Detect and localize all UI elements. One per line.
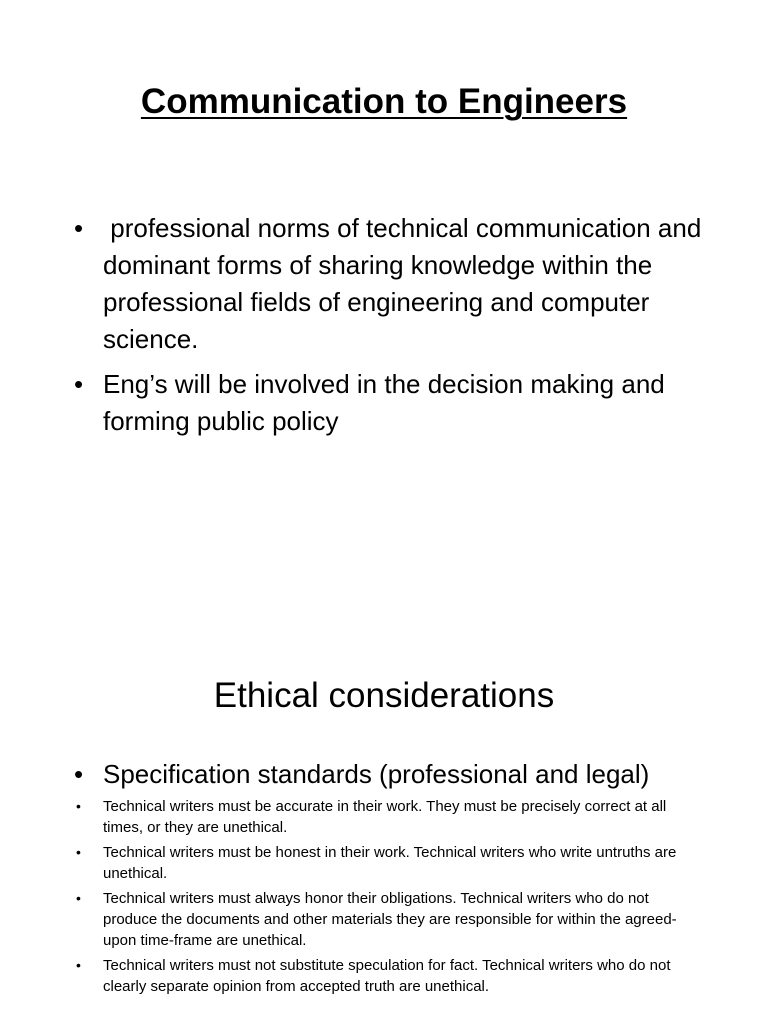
bullet-text: Technical writers must not substitute speculation for fact. Technical writers who do not clearly separate opinion from accepted truth are unethical. [103,957,671,995]
bullet-marker: • [74,213,84,243]
bullet-text: Specification standards (professional and legal) [103,759,650,789]
bullet-marker: • [76,957,81,973]
slide-title: Communication to Engineers [140,82,628,121]
bullet-marker: • [74,369,84,399]
bullet-marker: • [76,798,81,814]
bullet-text: Technical writers must always honor their obligations. Technical writers who do not produce the documents and other materials they are responsible for within the agreed-upon time-frame are unethical. [103,890,677,949]
sub-bullet-item [74,842,694,884]
sub-bullet-item [74,796,694,838]
bullet-list [74,210,714,448]
sub-bullet-item [74,955,694,997]
bullet-marker: • [76,890,81,906]
slide-ethical-considerations [0,640,768,1024]
bullet-text: professional norms of technical communication and dominant forms of sharing knowledge within the professional fields of engineering and computer science. [103,213,709,354]
bullet-item [74,210,714,358]
bullet-item [74,366,714,440]
bullet-marker: • [74,759,84,789]
bullet-item [74,756,694,792]
bullet-text: Eng’s will be involved in the decision making and forming public policy [103,369,665,436]
bullet-text: Technical writers must be honest in their work. Technical writers who write untruths are unethical. [103,844,677,882]
sub-bullet-item [74,888,694,951]
slide-title: Ethical considerations [213,676,555,715]
bullet-text: Technical writers must be accurate in their work. They must be precisely correct at all times, or they are unethical. [103,798,667,836]
bullet-marker: • [76,844,81,860]
bullet-list [74,756,694,1001]
